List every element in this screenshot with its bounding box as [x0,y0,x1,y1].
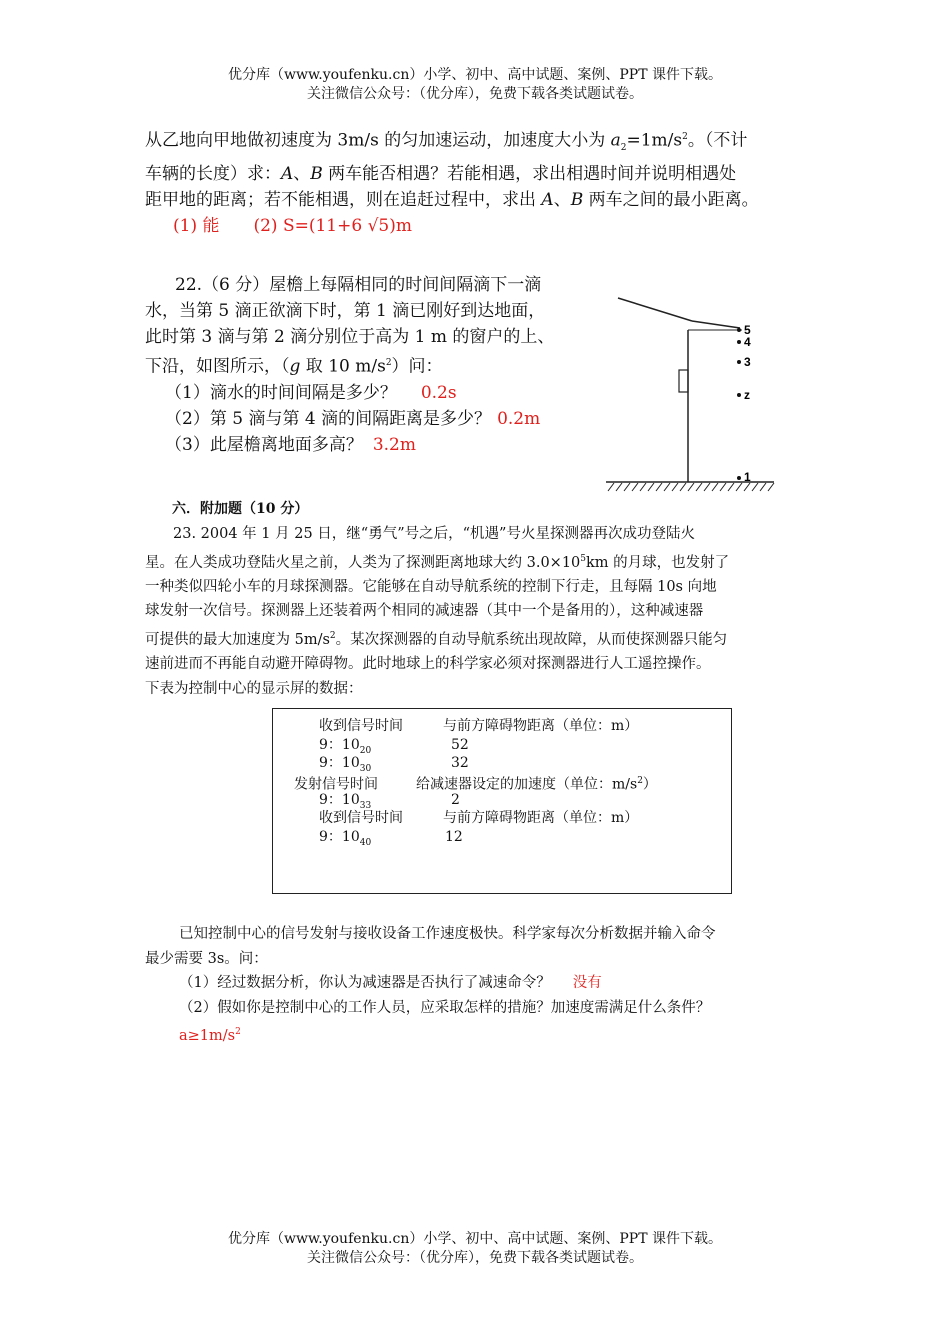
raindrop-figure [600,288,778,498]
q22-sub-1: （1）滴水的时间间隔是多少？ 0.2s [165,382,457,403]
drop-3 [737,360,741,364]
table-row-1: 收到信号时间 与前方障碍物距离（单位：m） [319,718,639,734]
q23-answer-1: 没有 [572,975,602,991]
ground-hatching [608,483,774,491]
drop-label-3: 3 [744,355,751,369]
q23-after-1: 已知控制中心的信号发射与接收设备工作速度极快。科学家每次分析数据并输入命令 [179,926,716,942]
q22-line-4: 下沿，如图所示，（g 取 10 $m/s^2$）问： [145,356,443,377]
q23-line-4: 球发射一次信号。探测器上还装着两个相同的减速器（其中一个是备用的），这种减速器 [145,603,704,620]
q22-text [145,272,595,458]
control-center-table [272,708,732,894]
q23-line-2: 星。在人类成功登陆火星之前，人类为了探测距离地球大约 $3.0\times 10^5km$ 的月球，也发射了 [145,553,730,571]
q23-line-1: 23. 2004 年 1 月 25 日，继“勇气”号之后，“机遇”号火星探测器再次成功登陆火 [173,526,695,542]
q23-after-2: 最少需要 3s。问： [145,950,268,967]
table-row-7-value: 12 [445,829,463,845]
header-line-2: 关注微信公众号：（优分库），免费下载各类试题试卷。 [307,86,643,102]
q21-text [145,124,815,239]
table-row-3-value: 32 [451,755,469,771]
roof-line [618,298,692,321]
table-row-2: 9：$10_{20}$ [319,737,372,756]
table-row-6: 收到信号时间 与前方障碍物距离（单位：m） [319,810,639,826]
q22-sub-2: （2）第 5 滴与第 4 滴的间隔距离是多少？ 0.2m [165,408,541,429]
section-6-title: 六．附加题（10 分） [172,501,309,517]
q22-answer-3: 3.2m [372,434,416,455]
drop-label-1: 1 [744,470,751,484]
window-frame [679,370,688,392]
table-row-3: 9：$10_{30}$ [319,755,372,774]
q22-sub-3: （3）此屋檐离地面多高？ 3.2m [165,434,416,455]
q23-sub-2: （2）假如你是控制中心的工作人员，应采取怎样的措施？加速度需满足什么条件？ [179,999,711,1016]
q23-questions [145,922,815,1048]
drop-label-4: 4 [744,335,751,349]
table-row-4: 发射信号时间 给减速器设定的加速度（单位：$m/s^2$） [294,776,657,793]
table-row-5: 9：$10_{33}$ [319,792,372,811]
eave-edge [692,321,740,328]
footer-line-1: 优分库（www.youfenku.cn）小学、初中、高中试题、案例、PPT 课件下载。 [227,1231,722,1247]
q22-line-2: 水，当第 5 滴正欲滴下时，第 1 滴已刚好到达地面， [145,301,546,321]
page-footer [0,1230,950,1268]
q23-line-5: 可提供的最大加速度为 $5m/s^2$。某次探测器的自动导航系统出现故障，从而使探测器只能匀 [145,630,728,648]
q21-line-1: 从乙地向甲地做初速度为 3m/s 的匀加速运动，加速度大小为 $a_2=1m/s^2$。（不计 [145,130,748,154]
page-header [0,66,950,104]
q22-line-1: 22.（6 分）屋檐上每隔相同的时间间隔滴下一滴 [175,275,542,295]
q22-answer-1: 0.2s [420,382,457,403]
q23-text [145,522,815,701]
drop-label-5: 5 [744,323,751,337]
header-line-1: 优分库（www.youfenku.cn）小学、初中、高中试题、案例、PPT 课件下载。 [227,67,722,83]
q23-sub-1: （1）经过数据分析，你认为减速器是否执行了减速命令？ 没有 [179,975,602,991]
q22-line-3: 此时第 3 滴与第 2 滴分别位于高为 1 m 的窗户的上、 [145,327,555,347]
q21-line-3: 距甲地的距离；若不能相遇，则在追赶过程中，求出 A、B 两车之间的最小距离。 [145,190,759,211]
drop-5 [737,328,741,332]
q21-answer-1: (1) 能 [173,216,220,237]
drop-4 [737,340,741,344]
q23-answer-2: $a\ge 1m/s^2$ [179,1027,241,1044]
table-row-7: 9：$10_{40}$ [319,829,372,848]
q21-line-2: 车辆的长度）求：A、B 两车能否相遇？若能相遇，求出相遇时间并说明相遇处 [145,164,737,185]
q22-answer-2: 0.2m [497,408,541,429]
q23-line-3: 一种类似四轮小车的月球探测器。它能够在自动导航系统的控制下行走，且每隔 10s 向地 [145,578,717,595]
q23-line-6: 速前进而不再能自动避开障碍物。此时地球上的科学家必须对探测器进行人工遥控操作。 [145,656,711,673]
q21-answer-2: (2) S=(11+6 √5)m [253,216,412,237]
footer-line-2: 关注微信公众号：（优分库），免费下载各类试题试卷。 [307,1250,643,1266]
q21-answers [145,213,815,239]
drop-label-2: z [744,388,750,402]
table-row-5-value: 2 [451,792,460,808]
q23-line-7: 下表为控制中心的显示屏的数据： [145,680,363,697]
drop-1 [737,476,741,480]
drop-2 [737,393,741,397]
table-row-2-value: 52 [451,737,469,753]
